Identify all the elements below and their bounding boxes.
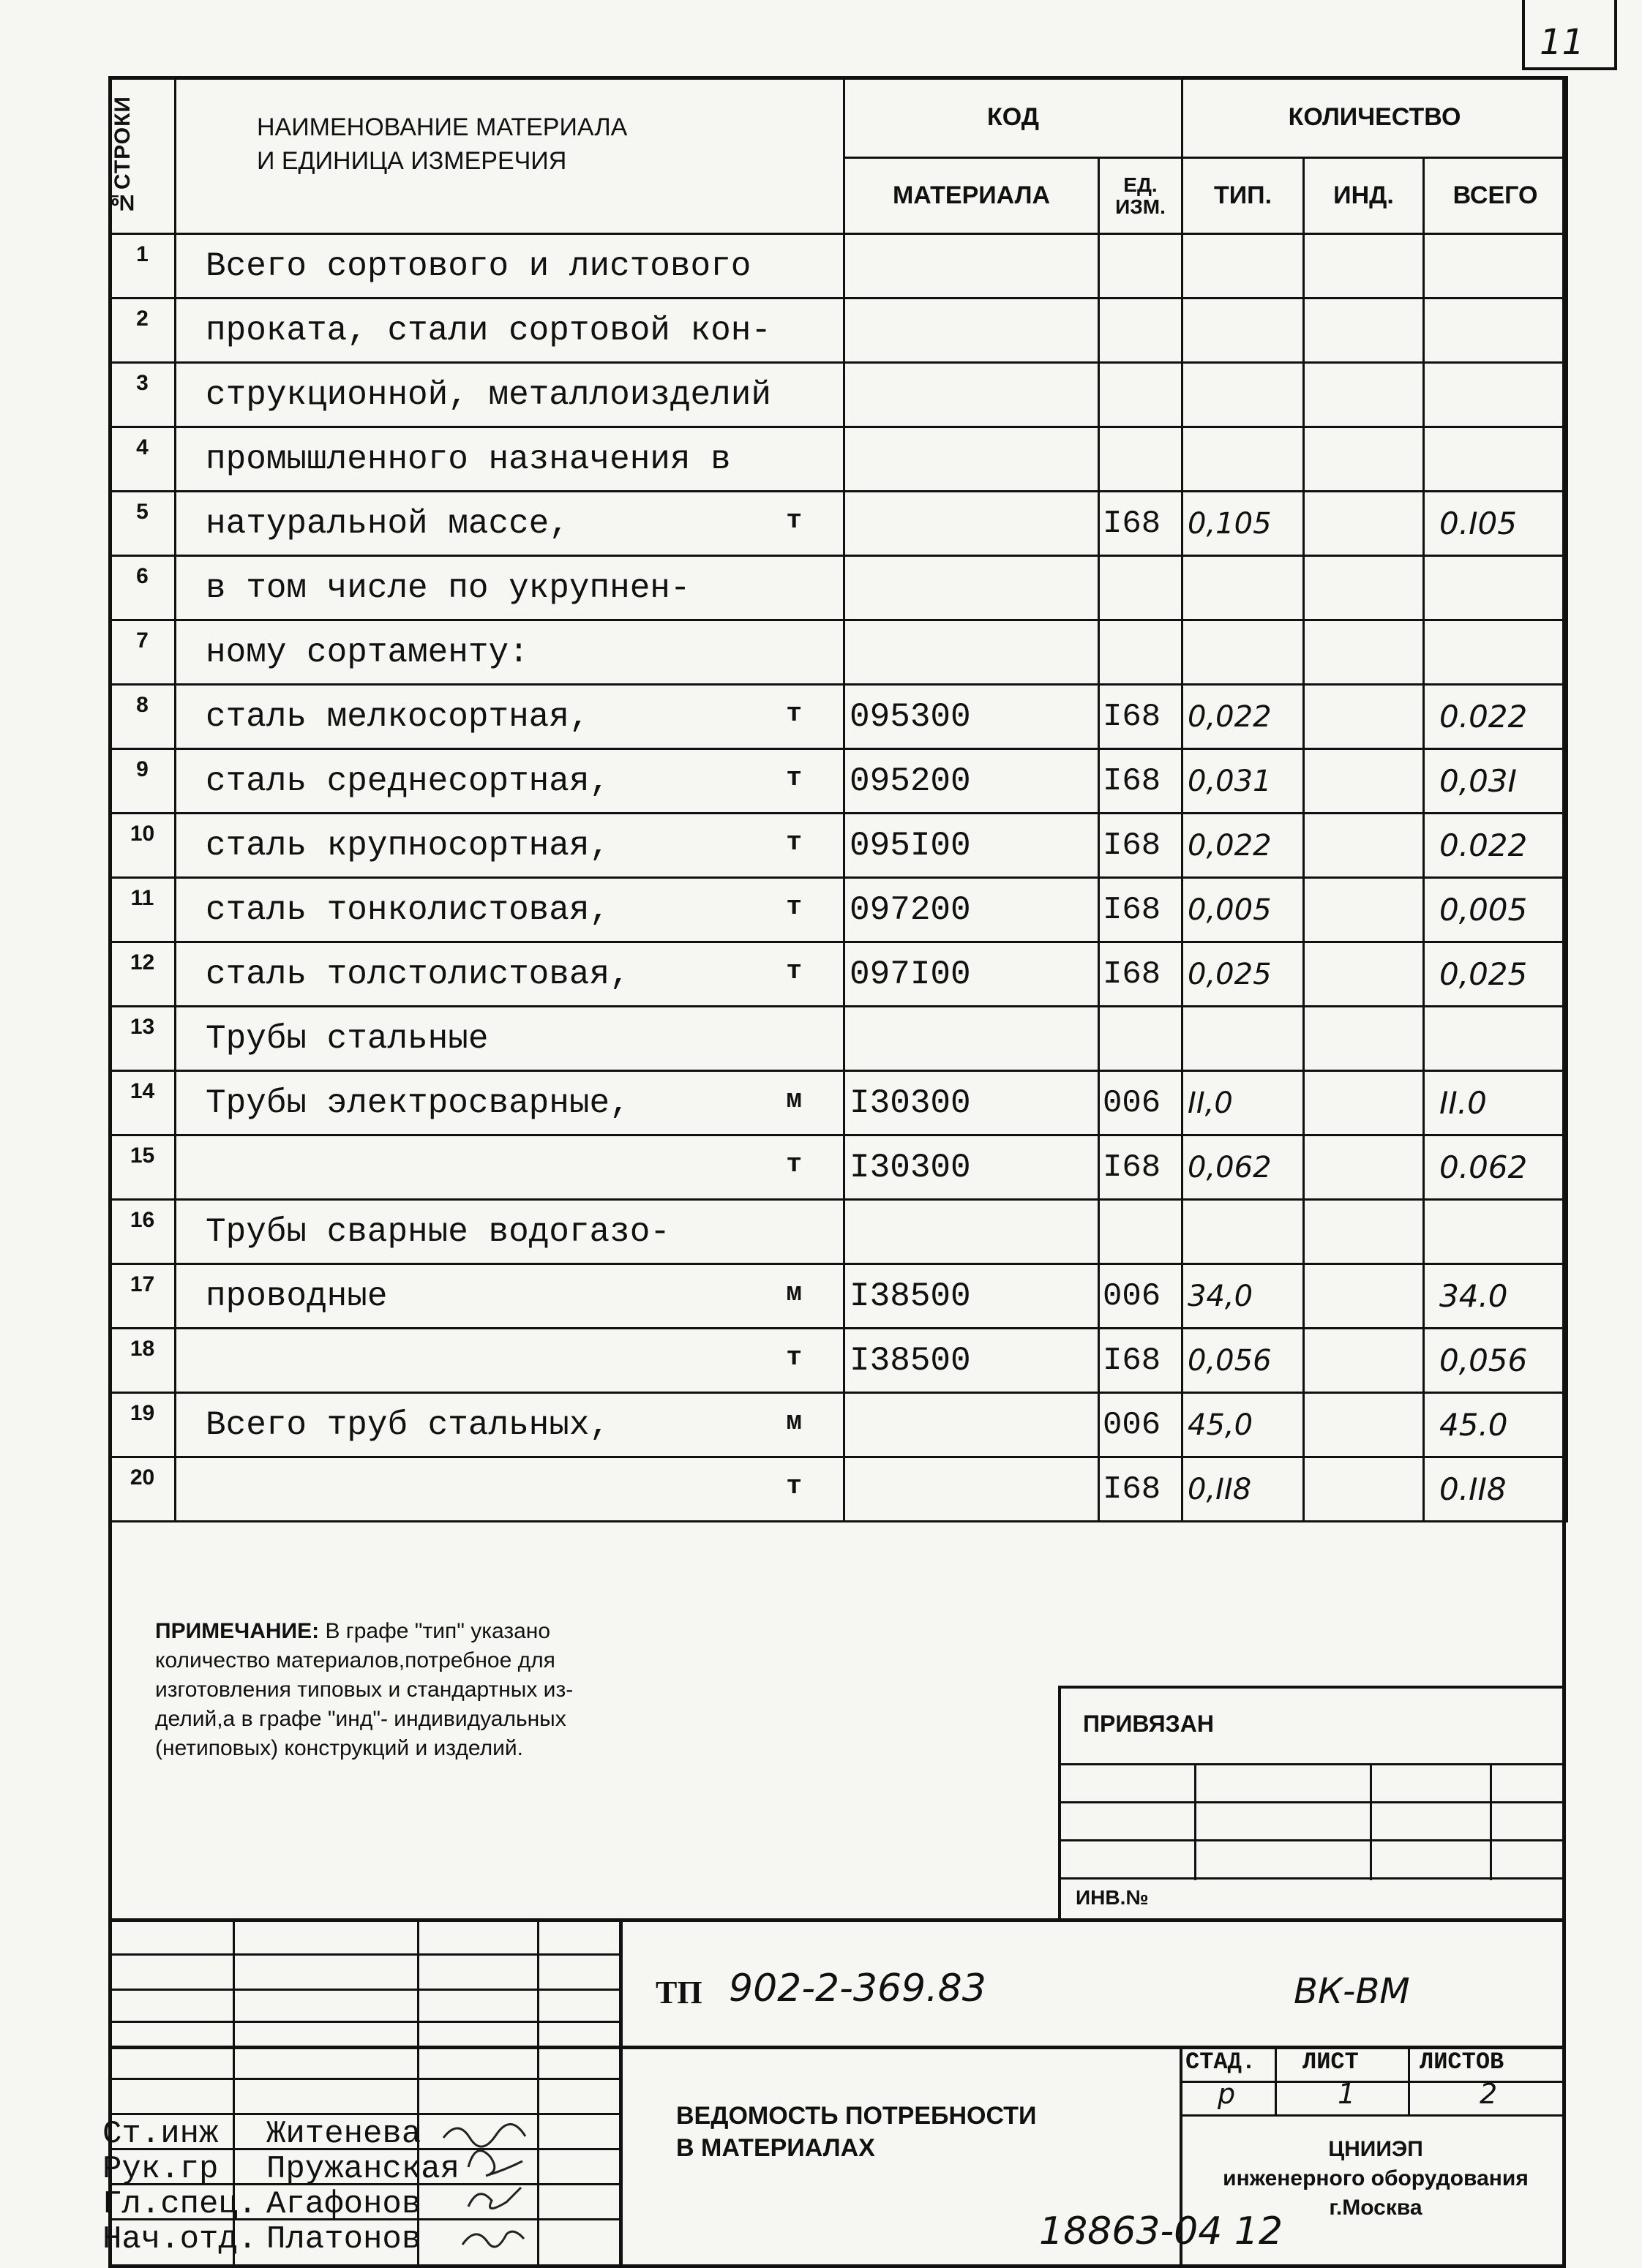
material-name-text: промышленного назначения в: [206, 440, 731, 478]
qty-ind: [1304, 620, 1424, 685]
row-number: 13: [110, 1007, 176, 1071]
unit-code: I68: [1099, 942, 1182, 1007]
unit-code: I68: [1099, 878, 1182, 942]
row-number: 8: [110, 685, 176, 749]
signer-role: Гл.спец.: [102, 2186, 258, 2223]
table-row: [110, 556, 1567, 620]
table-row: [110, 1264, 1567, 1329]
unit-name: м: [786, 1407, 802, 1437]
qty-total: 0,025: [1424, 942, 1567, 1007]
qty-tip: 0,031: [1182, 749, 1304, 814]
sheets-label: ЛИСТОВ: [1420, 2049, 1504, 2076]
qty-ind: [1304, 1135, 1424, 1200]
unit-code: [1099, 234, 1182, 298]
row-number: 18: [110, 1329, 176, 1393]
qty-total: [1424, 1007, 1567, 1071]
qty-total: 0,005: [1424, 878, 1567, 942]
doc-code: 902-2-369.83: [729, 1967, 986, 2010]
qty-tip: 0,025: [1182, 942, 1304, 1007]
note-line-3: изготовления типовых и стандартных из-: [155, 1678, 574, 1702]
material-name-text: натуральной массе,: [206, 504, 569, 543]
material-name-text: Трубы сварные водогазо-: [206, 1212, 670, 1251]
stamp-line: [108, 2113, 619, 2115]
material-name: [176, 1393, 844, 1457]
table-row: [110, 620, 1567, 685]
binding-divider: [1194, 1763, 1196, 1880]
note-line-1: В графе "тип" указано: [325, 1619, 551, 1643]
material-name: [176, 620, 844, 685]
stage-value: р: [1218, 2078, 1236, 2110]
unit-code: I68: [1099, 749, 1182, 814]
title-block-top: [108, 1918, 1566, 1922]
qty-total: [1424, 427, 1567, 492]
material-name: [176, 749, 844, 814]
qty-tip: 0,022: [1182, 814, 1304, 878]
binding-divider: [1370, 1763, 1372, 1880]
binding-divider: [1490, 1763, 1492, 1880]
material-name: [176, 1007, 844, 1071]
total-header: ВСЕГО: [1424, 158, 1567, 234]
material-code: [844, 234, 1099, 298]
material-code: [844, 363, 1099, 427]
qty-ind: [1304, 685, 1424, 749]
qty-tip: [1182, 1007, 1304, 1071]
stamp-line: [108, 1989, 619, 1991]
qty-ind: [1304, 556, 1424, 620]
qty-total: II.0: [1424, 1071, 1567, 1135]
qty-total: [1424, 363, 1567, 427]
inventory-number-label: ИНВ.№: [1076, 1886, 1149, 1909]
material-code: [844, 1393, 1099, 1457]
sheet-code: ВК-ВМ: [1294, 1971, 1410, 2012]
qty-ind: [1304, 1264, 1424, 1329]
material-name-text: Всего труб стальных,: [206, 1405, 610, 1444]
qty-tip: 0,005: [1182, 878, 1304, 942]
signer-name: Платонов: [266, 2221, 421, 2258]
material-code: [844, 1200, 1099, 1264]
page-number: 11: [1540, 22, 1585, 63]
table-row: [110, 427, 1567, 492]
material-name: [176, 814, 844, 878]
material-name-text: Всего сортового и листового: [206, 247, 751, 285]
material-code-header: МАТЕРИАЛА: [844, 158, 1099, 234]
unit-code: 006: [1099, 1071, 1182, 1135]
tip-header: ТИП.: [1182, 158, 1304, 234]
note-label: ПРИМЕЧАНИЕ:: [155, 1619, 320, 1643]
unit-code: I68: [1099, 814, 1182, 878]
qty-tip: [1182, 298, 1304, 363]
material-code: [844, 427, 1099, 492]
qty-total: 0.062: [1424, 1135, 1567, 1200]
unit-name: т: [786, 699, 802, 729]
note-line-5: (нетиповых) конструкций и изделий.: [155, 1736, 523, 1760]
organization-city: г.Москва: [1329, 2196, 1422, 2220]
note: [155, 1617, 784, 1763]
material-code: [844, 556, 1099, 620]
table-row: [110, 685, 1567, 749]
qty-ind: [1304, 1071, 1424, 1135]
document-title-line-2: В МАТЕРИАЛАХ: [676, 2134, 875, 2162]
material-code: 095300: [844, 685, 1099, 749]
unit-name: т: [786, 506, 802, 536]
material-code: 097200: [844, 878, 1099, 942]
table-row: [110, 1457, 1567, 1522]
table-row: [110, 234, 1567, 298]
qty-tip: 0,105: [1182, 492, 1304, 556]
qty-total: [1424, 620, 1567, 685]
material-name: [176, 1457, 844, 1522]
material-name-text: сталь тонколистовая,: [206, 890, 610, 929]
material-code: I38500: [844, 1264, 1099, 1329]
row-number: 16: [110, 1200, 176, 1264]
qty-total: 34.0: [1424, 1264, 1567, 1329]
qty-total: [1424, 298, 1567, 363]
table-row: [110, 1329, 1567, 1393]
organization-name: ЦНИИЭП: [1328, 2137, 1423, 2161]
archive-number: 18863-04 12: [1039, 2209, 1283, 2253]
qty-tip: [1182, 234, 1304, 298]
unit-code: [1099, 363, 1182, 427]
table-row: [110, 942, 1567, 1007]
unit-name: т: [786, 1471, 802, 1501]
material-name: [176, 363, 844, 427]
qty-ind: [1304, 492, 1424, 556]
material-name-text: струкционной, металлоизделий: [206, 375, 771, 414]
qty-tip: 0,022: [1182, 685, 1304, 749]
row-number-header: №СТРОКИ: [110, 78, 176, 234]
qty-ind: [1304, 1200, 1424, 1264]
row-number: 20: [110, 1457, 176, 1522]
qty-ind: [1304, 878, 1424, 942]
qty-ind: [1304, 942, 1424, 1007]
qty-total: 0.022: [1424, 814, 1567, 878]
material-name-text: в том числе по укрупнен-: [206, 568, 691, 607]
signer-role: Нач.отд.: [102, 2221, 258, 2258]
unit-name: т: [786, 892, 802, 922]
material-code: [844, 298, 1099, 363]
table-row: [110, 749, 1567, 814]
unit-name: т: [786, 827, 802, 857]
material-name: [176, 1329, 844, 1393]
material-name-text: сталь крупносортная,: [206, 826, 610, 865]
material-code: [844, 1007, 1099, 1071]
table-row: [110, 298, 1567, 363]
material-code: [844, 492, 1099, 556]
material-name: [176, 298, 844, 363]
material-name: [176, 556, 844, 620]
qty-ind: [1304, 1329, 1424, 1393]
material-name: [176, 1071, 844, 1135]
qty-tip: 0,056: [1182, 1329, 1304, 1393]
code-group-header: КОД: [844, 78, 1182, 158]
qty-tip: [1182, 620, 1304, 685]
stamp-line: [108, 2021, 619, 2023]
material-name-text: проката, стали сортовой кон-: [206, 311, 771, 350]
row-number: 19: [110, 1393, 176, 1457]
material-code: [844, 620, 1099, 685]
qty-tip: [1182, 556, 1304, 620]
qty-ind: [1304, 1007, 1424, 1071]
material-code: 095200: [844, 749, 1099, 814]
material-code: I30300: [844, 1135, 1099, 1200]
table-row: [110, 1007, 1567, 1071]
row-number: 17: [110, 1264, 176, 1329]
unit-code: [1099, 556, 1182, 620]
unit-code: I68: [1099, 685, 1182, 749]
unit-code: 006: [1099, 1264, 1182, 1329]
material-name: [176, 1135, 844, 1200]
row-number: 11: [110, 878, 176, 942]
qty-ind: [1304, 298, 1424, 363]
quantity-group-header: КОЛИЧЕСТВО: [1182, 78, 1567, 158]
qty-ind: [1304, 234, 1424, 298]
qty-total: [1424, 556, 1567, 620]
material-name-text: сталь мелкосортная,: [206, 697, 590, 736]
row-number: 3: [110, 363, 176, 427]
material-name-text: Трубы электросварные,: [206, 1084, 630, 1122]
sheet-label: ЛИСТ: [1302, 2049, 1359, 2076]
unit-header: ЕД. ИЗМ.: [1099, 158, 1182, 234]
unit-name: т: [786, 1149, 802, 1179]
qty-ind: [1304, 363, 1424, 427]
material-name-text: ному сортаменту:: [206, 633, 529, 672]
unit-code: [1099, 620, 1182, 685]
unit-name: т: [786, 956, 802, 986]
unit-code: [1099, 427, 1182, 492]
ind-header: ИНД.: [1304, 158, 1424, 234]
table-row: [110, 1071, 1567, 1135]
stage-label: СТАД.: [1185, 2049, 1256, 2076]
row-number: 12: [110, 942, 176, 1007]
sheets-value: 2: [1480, 2078, 1498, 2110]
table-row: [110, 814, 1567, 878]
unit-name: т: [786, 1343, 802, 1373]
row-number: 6: [110, 556, 176, 620]
qty-ind: [1304, 814, 1424, 878]
qty-tip: 0,II8: [1182, 1457, 1304, 1522]
binding-label: ПРИВЯЗАН: [1083, 1711, 1214, 1737]
material-name-text: сталь толстолистовая,: [206, 955, 630, 994]
stamp-line: [1180, 2081, 1566, 2083]
qty-total: 0.I05: [1424, 492, 1567, 556]
unit-code: I68: [1099, 492, 1182, 556]
qty-total: [1424, 234, 1567, 298]
note-line-4: делий,а в графе "инд"- индивидуальных: [155, 1707, 566, 1731]
qty-total: 0.II8: [1424, 1457, 1567, 1522]
qty-ind: [1304, 749, 1424, 814]
qty-tip: [1182, 1200, 1304, 1264]
table-row: [110, 878, 1567, 942]
material-name-text: сталь среднесортная,: [206, 762, 610, 800]
material-name: [176, 492, 844, 556]
table-row: [110, 492, 1567, 556]
doc-prefix: ТП: [656, 1975, 702, 2010]
row-number: 5: [110, 492, 176, 556]
row-number: 10: [110, 814, 176, 878]
unit-name: т: [786, 763, 802, 793]
material-name: [176, 685, 844, 749]
note-line-2: количество материалов,потребное для: [155, 1648, 555, 1672]
table-row: [110, 1135, 1567, 1200]
material-name: [176, 878, 844, 942]
qty-total: [1424, 1200, 1567, 1264]
signer-name: Житенева: [266, 2116, 421, 2152]
row-number: 15: [110, 1135, 176, 1200]
material-code: 095I00: [844, 814, 1099, 878]
material-name: [176, 1264, 844, 1329]
unit-code: I68: [1099, 1329, 1182, 1393]
qty-tip: [1182, 363, 1304, 427]
qty-tip: [1182, 427, 1304, 492]
signatures: [439, 2116, 541, 2259]
qty-tip: 0,062: [1182, 1135, 1304, 1200]
materials-table: [108, 76, 1568, 1522]
qty-total: 0,056: [1424, 1329, 1567, 1393]
stamp-line: [108, 1953, 619, 1956]
unit-code: 006: [1099, 1393, 1182, 1457]
stamp-divider: [1408, 2046, 1410, 2114]
organization-dept: инженерного оборудования: [1223, 2166, 1529, 2190]
unit-name: м: [786, 1278, 802, 1308]
material-name-text: проводные: [206, 1277, 388, 1315]
signer-role: Ст.инж: [102, 2116, 219, 2152]
row-number: 4: [110, 427, 176, 492]
stamp-divider: [1275, 2046, 1277, 2114]
table-row: [110, 1200, 1567, 1264]
stamp-divider: [619, 1918, 623, 2268]
signer-name: Пружанская: [266, 2151, 460, 2188]
unit-code: I68: [1099, 1135, 1182, 1200]
stamp-line: [108, 2078, 619, 2080]
row-number: 9: [110, 749, 176, 814]
material-name-text: Трубы стальные: [206, 1019, 489, 1058]
document-title-line-1: ВЕДОМОСТЬ ПОТРЕБНОСТИ: [676, 2102, 1037, 2130]
material-name: [176, 427, 844, 492]
table-row: [110, 363, 1567, 427]
table-row: [110, 1393, 1567, 1457]
qty-tip: II,0: [1182, 1071, 1304, 1135]
signer-role: Рук.гр: [102, 2151, 219, 2188]
stamp-line: [1180, 2114, 1566, 2117]
qty-total: 45.0: [1424, 1393, 1567, 1457]
material-name: [176, 942, 844, 1007]
material-code: I38500: [844, 1329, 1099, 1393]
qty-ind: [1304, 1457, 1424, 1522]
unit-code: [1099, 298, 1182, 363]
unit-name: м: [786, 1085, 802, 1115]
row-number: 1: [110, 234, 176, 298]
document-title: [676, 2100, 1036, 2164]
row-number: 14: [110, 1071, 176, 1135]
material-name: [176, 1200, 844, 1264]
qty-ind: [1304, 1393, 1424, 1457]
row-number: 2: [110, 298, 176, 363]
material-name: [176, 234, 844, 298]
signer-name: Агафонов: [266, 2186, 421, 2223]
material-code: [844, 1457, 1099, 1522]
qty-total: 0,03I: [1424, 749, 1567, 814]
material-code: I30300: [844, 1071, 1099, 1135]
unit-code: [1099, 1007, 1182, 1071]
qty-total: 0.022: [1424, 685, 1567, 749]
unit-code: I68: [1099, 1457, 1182, 1522]
qty-tip: 34,0: [1182, 1264, 1304, 1329]
material-code: 097I00: [844, 942, 1099, 1007]
row-number: 7: [110, 620, 176, 685]
qty-ind: [1304, 427, 1424, 492]
sheet-value: 1: [1338, 2078, 1356, 2110]
qty-tip: 45,0: [1182, 1393, 1304, 1457]
unit-code: [1099, 1200, 1182, 1264]
name-header: НАИМЕНОВАНИЕ МАТЕРИАЛА И ЕДИНИЦА ИЗМЕРЕЧИЯ: [176, 78, 844, 234]
